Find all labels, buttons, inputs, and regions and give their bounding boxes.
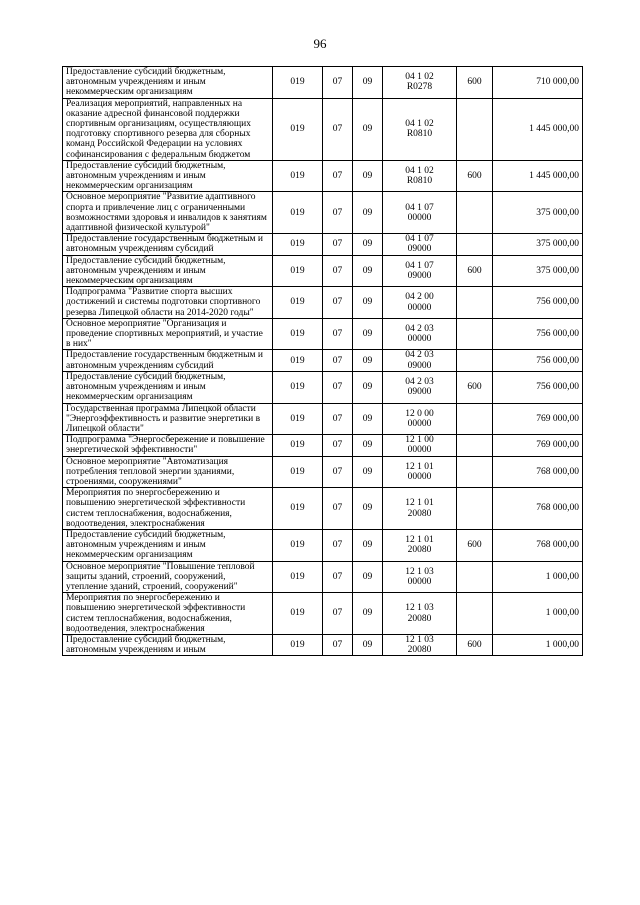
cell-name: Мероприятия по энергосбережению и повышению энергетической эффективности систем теплоснабжения, водоснабжения, водоотведения, электроснабжения — [63, 488, 273, 530]
cell-name: Подпрограмма "Энергосбережение и повышение энергетической эффективности" — [63, 435, 273, 456]
cell-expense-type — [457, 287, 493, 319]
table-body — [63, 67, 583, 656]
cell-expense-type: 600 — [457, 634, 493, 655]
target-code-part2: 09000 — [407, 270, 432, 281]
cell-name: Основное мероприятие "Развитие адаптивного спорта и привлечение лиц с ограниченными возможностями здоровья и инвалидов к занятиям адаптивной физической культурой" — [63, 192, 273, 234]
cell-target-code — [383, 529, 457, 561]
cell-name: Предоставление субсидий бюджетным, автономным учреждениям и иным некоммерческим организациям — [63, 529, 273, 561]
target-code-part1: 04 1 07 — [405, 260, 434, 271]
cell-subsection: 09 — [353, 488, 383, 530]
cell-subsection: 09 — [353, 634, 383, 655]
target-code-part1: 12 1 01 — [405, 535, 434, 546]
cell-amount: 756 000,00 — [493, 350, 583, 371]
cell-section: 07 — [323, 98, 353, 160]
cell-target-code — [383, 255, 457, 287]
target-code-part2: 09000 — [407, 387, 432, 398]
target-code-part1: 12 0 00 — [405, 408, 434, 419]
cell-expense-type — [457, 192, 493, 234]
cell-target-code — [383, 593, 457, 635]
cell-target-code — [383, 435, 457, 456]
target-code-part1: 04 2 03 — [405, 350, 434, 361]
cell-name: Предоставление субсидий бюджетным, автономным учреждениям и иным некоммерческим организациям — [63, 160, 273, 192]
cell-name: Предоставление субсидий бюджетным, автономным учреждениям и иным некоммерческим организациям — [63, 67, 273, 99]
target-code-part1: 04 2 00 — [405, 292, 434, 303]
cell-ministry: 019 — [273, 593, 323, 635]
cell-target-code — [383, 488, 457, 530]
target-code-part2: 00000 — [407, 576, 432, 587]
cell-amount: 375 000,00 — [493, 255, 583, 287]
cell-target-code — [383, 403, 457, 435]
cell-amount: 768 000,00 — [493, 488, 583, 530]
target-code-part1: 12 1 00 — [405, 435, 434, 446]
table-row — [63, 255, 583, 287]
cell-ministry: 019 — [273, 350, 323, 371]
cell-ministry: 019 — [273, 488, 323, 530]
cell-target-code — [383, 67, 457, 99]
target-code-part2: R0278 — [406, 82, 433, 93]
cell-target-code — [383, 318, 457, 350]
table-row — [63, 192, 583, 234]
cell-amount: 756 000,00 — [493, 371, 583, 403]
target-code-part2: 09000 — [407, 244, 432, 255]
cell-target-code — [383, 371, 457, 403]
cell-section: 07 — [323, 67, 353, 99]
cell-name: Основное мероприятие "Повышение тепловой защиты зданий, строений, сооружений, утепление зданий, строений, сооружений" — [63, 561, 273, 593]
cell-amount: 1 000,00 — [493, 593, 583, 635]
cell-target-code — [383, 160, 457, 192]
cell-ministry: 019 — [273, 234, 323, 255]
cell-expense-type: 600 — [457, 529, 493, 561]
cell-section: 07 — [323, 561, 353, 593]
cell-amount: 768 000,00 — [493, 529, 583, 561]
cell-expense-type — [457, 435, 493, 456]
cell-expense-type — [457, 98, 493, 160]
table-row — [63, 634, 583, 655]
cell-amount: 1 000,00 — [493, 561, 583, 593]
cell-subsection: 09 — [353, 561, 383, 593]
table-row — [63, 67, 583, 99]
cell-target-code — [383, 350, 457, 371]
cell-subsection: 09 — [353, 350, 383, 371]
cell-amount: 1 445 000,00 — [493, 160, 583, 192]
cell-expense-type: 600 — [457, 67, 493, 99]
cell-amount: 710 000,00 — [493, 67, 583, 99]
cell-section: 07 — [323, 255, 353, 287]
cell-subsection: 09 — [353, 192, 383, 234]
cell-ministry: 019 — [273, 318, 323, 350]
cell-expense-type — [457, 318, 493, 350]
cell-section: 07 — [323, 371, 353, 403]
target-code-part1: 12 1 03 — [405, 634, 434, 645]
target-code-part2: 09000 — [407, 360, 432, 371]
cell-subsection: 09 — [353, 593, 383, 635]
table-row — [63, 488, 583, 530]
cell-expense-type — [457, 561, 493, 593]
cell-section: 07 — [323, 192, 353, 234]
target-code-part1: 12 1 01 — [405, 461, 434, 472]
target-code-part2: 20080 — [407, 545, 432, 556]
cell-target-code — [383, 287, 457, 319]
cell-expense-type: 600 — [457, 371, 493, 403]
table-row — [63, 350, 583, 371]
table-row — [63, 529, 583, 561]
table-row — [63, 593, 583, 635]
table-row — [63, 98, 583, 160]
cell-ministry: 019 — [273, 255, 323, 287]
target-code-part1: 04 1 02 — [405, 72, 434, 83]
cell-ministry: 019 — [273, 634, 323, 655]
cell-amount: 756 000,00 — [493, 287, 583, 319]
cell-section: 07 — [323, 234, 353, 255]
table-row — [63, 371, 583, 403]
cell-subsection: 09 — [353, 435, 383, 456]
cell-target-code — [383, 561, 457, 593]
cell-target-code — [383, 98, 457, 160]
cell-subsection: 09 — [353, 234, 383, 255]
cell-ministry: 019 — [273, 456, 323, 488]
cell-subsection: 09 — [353, 98, 383, 160]
target-code-part2: 00000 — [407, 334, 432, 345]
cell-expense-type — [457, 350, 493, 371]
cell-expense-type — [457, 593, 493, 635]
cell-expense-type — [457, 403, 493, 435]
target-code-part2: 00000 — [407, 418, 432, 429]
cell-section: 07 — [323, 488, 353, 530]
cell-name: Основное мероприятие "Организация и проведение спортивных мероприятий, и участие в них" — [63, 318, 273, 350]
target-code-part1: 04 1 02 — [405, 119, 434, 130]
target-code-part1: 12 1 03 — [405, 603, 434, 614]
target-code-part2: 20080 — [407, 508, 432, 519]
cell-name: Предоставление субсидий бюджетным, автономным учреждениям и иным некоммерческим организациям — [63, 371, 273, 403]
cell-ministry: 019 — [273, 98, 323, 160]
cell-amount: 1 445 000,00 — [493, 98, 583, 160]
cell-ministry: 019 — [273, 287, 323, 319]
cell-expense-type — [457, 234, 493, 255]
target-code-part2: 00000 — [407, 302, 432, 313]
cell-name: Предоставление субсидий бюджетным, автономным учреждениям и иным некоммерческим организациям — [63, 255, 273, 287]
cell-section: 07 — [323, 318, 353, 350]
cell-subsection: 09 — [353, 255, 383, 287]
target-code-part2: R0810 — [406, 176, 433, 187]
cell-subsection: 09 — [353, 287, 383, 319]
cell-expense-type: 600 — [457, 160, 493, 192]
cell-ministry: 019 — [273, 192, 323, 234]
cell-amount: 1 000,00 — [493, 634, 583, 655]
cell-section: 07 — [323, 403, 353, 435]
cell-section: 07 — [323, 287, 353, 319]
cell-ministry: 019 — [273, 561, 323, 593]
table-row — [63, 403, 583, 435]
cell-subsection: 09 — [353, 318, 383, 350]
cell-subsection: 09 — [353, 67, 383, 99]
table-row — [63, 287, 583, 319]
cell-amount: 769 000,00 — [493, 435, 583, 456]
cell-name: Подпрограмма "Развитие спорта высших достижений и системы подготовки спортивного резерва Липецкой области на 2014-2020 годы" — [63, 287, 273, 319]
cell-ministry: 019 — [273, 435, 323, 456]
cell-section: 07 — [323, 456, 353, 488]
cell-ministry: 019 — [273, 403, 323, 435]
target-code-part1: 04 2 03 — [405, 323, 434, 334]
cell-section: 07 — [323, 529, 353, 561]
cell-section: 07 — [323, 435, 353, 456]
cell-name: Предоставление государственным бюджетным и автономным учреждениям субсидий — [63, 234, 273, 255]
cell-amount: 756 000,00 — [493, 318, 583, 350]
cell-name: Основное мероприятие "Автоматизация потребления тепловой энергии зданиями, строениями, сооружениями" — [63, 456, 273, 488]
cell-expense-type — [457, 488, 493, 530]
target-code-part2: 00000 — [407, 471, 432, 482]
target-code-part1: 04 1 07 — [405, 234, 434, 245]
cell-subsection: 09 — [353, 529, 383, 561]
cell-target-code — [383, 634, 457, 655]
target-code-part1: 04 1 02 — [405, 165, 434, 176]
cell-amount: 769 000,00 — [493, 403, 583, 435]
table-row — [63, 561, 583, 593]
cell-section: 07 — [323, 634, 353, 655]
cell-subsection: 09 — [353, 403, 383, 435]
target-code-part1: 04 2 03 — [405, 376, 434, 387]
target-code-part1: 12 1 03 — [405, 566, 434, 577]
target-code-part1: 04 1 07 — [405, 202, 434, 213]
cell-target-code — [383, 192, 457, 234]
cell-name: Предоставление субсидий бюджетным, автономным учреждениям и иным — [63, 634, 273, 655]
cell-ministry: 019 — [273, 67, 323, 99]
budget-table — [62, 66, 583, 656]
cell-expense-type — [457, 456, 493, 488]
cell-subsection: 09 — [353, 456, 383, 488]
target-code-part2: 20080 — [407, 613, 432, 624]
target-code-part2: 20080 — [407, 645, 432, 656]
page-number: 96 — [313, 36, 327, 51]
table-row — [63, 160, 583, 192]
cell-subsection: 09 — [353, 371, 383, 403]
table-row — [63, 435, 583, 456]
cell-section: 07 — [323, 593, 353, 635]
cell-section: 07 — [323, 350, 353, 371]
cell-amount: 375 000,00 — [493, 192, 583, 234]
target-code-part1: 12 1 01 — [405, 498, 434, 509]
cell-name: Мероприятия по энергосбережению и повышению энергетической эффективности систем теплоснабжения, водоснабжения, водоотведения, электроснабжения — [63, 593, 273, 635]
cell-subsection: 09 — [353, 160, 383, 192]
cell-ministry: 019 — [273, 160, 323, 192]
cell-target-code — [383, 456, 457, 488]
table-row — [63, 318, 583, 350]
cell-section: 07 — [323, 160, 353, 192]
cell-expense-type: 600 — [457, 255, 493, 287]
cell-name: Предоставление государственным бюджетным и автономным учреждениям субсидий — [63, 350, 273, 371]
cell-name: Государственная программа Липецкой области "Энергоэффективность и развитие энергетики в Липецкой области" — [63, 403, 273, 435]
target-code-part2: R0810 — [406, 129, 433, 140]
target-code-part2: 00000 — [407, 445, 432, 456]
table-row — [63, 234, 583, 255]
cell-target-code — [383, 234, 457, 255]
cell-name: Реализация мероприятий, направленных на оказание адресной финансовой поддержки спортивным организациям, осуществляющих подготовку спортивного резерва для сборных команд Российской Федерации на условиях софинансирования с федеральным бюджетом — [63, 98, 273, 160]
table-row — [63, 456, 583, 488]
cell-ministry: 019 — [273, 371, 323, 403]
cell-ministry: 019 — [273, 529, 323, 561]
cell-amount: 375 000,00 — [493, 234, 583, 255]
target-code-part2: 00000 — [407, 212, 432, 223]
cell-amount: 768 000,00 — [493, 456, 583, 488]
